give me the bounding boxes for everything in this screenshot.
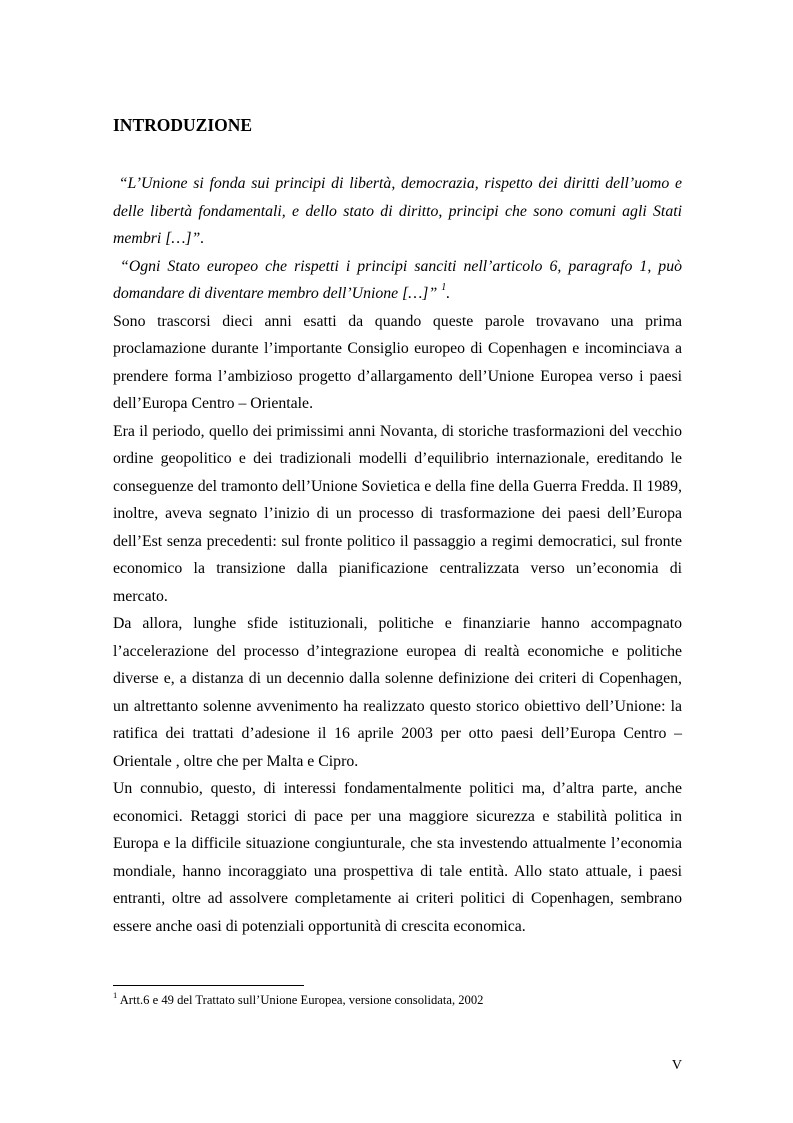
paragraph-2: Era il periodo, quello dei primissimi anni Novanta, di storiche trasformazioni del vecchio ordine geopolitico e dei tradizionali modelli d’equilibrio internazionale, ereditando le conseguenze del tramonto dell’Unione Sovietica e della fine della Guerra Fredda. Il 1989, inoltre, aveva segnato l’inizio di un processo di trasformazione dei paesi dell’Europa dell’Est senza precedenti: sul fronte politico il passaggio a regimi democratici, sul fronte economico la transizione dalla pianificazione centralizzata verso un’economia di mercato. xyxy=(113,422,682,605)
quote-paragraph-2 xyxy=(113,253,682,308)
quote-text-1: “L’Unione si fonda sui principi di libertà, democrazia, rispetto dei diritti dell’uomo e delle libertà fondamentali, e dello stato di diritto, principi che sono comuni agli Stati membri […]”. xyxy=(113,175,682,247)
paragraph-3: Da allora, lunghe sfide istituzionali, politiche e finanziarie hanno accompagnato l’accelerazione del processo d’integrazione europea di realtà economiche e politiche diverse e, a distanza di un decennio dalla solenne definizione dei criteri di Copenhagen, un altrettanto solenne avvenimento ha realizzato questo storico obiettivo dell’Unione: la ratifica dei trattati d’adesione il 16 aprile 2003 per otto paesi dell’Europa Centro – Orientale , oltre che per Malta e Cipro. xyxy=(113,615,682,770)
footnote xyxy=(113,989,484,1008)
page-number: V xyxy=(671,1058,682,1073)
footnote-reference: 1 xyxy=(441,281,447,293)
footnote-text: Artt.6 e 49 del Trattato sull’Unione Europea, versione consolidata, 2002 xyxy=(117,993,484,1007)
paragraph-1: Sono trascorsi dieci anni esatti da quando queste parole trovavano una prima proclamazione durante l’importante Consiglio europeo di Copenhagen e incominciava a prendere forma l’ambizioso progetto d’allargamento dell’Unione Europea verso i paesi dell’Europa Centro – Orientale. xyxy=(113,312,682,412)
quote-text-2: “Ogni Stato europeo che rispetti i principi sanciti nell’articolo 6, paragrafo 1, può domandare di diventare membro dell’Unione […]” xyxy=(113,257,682,302)
section-heading: INTRODUZIONE xyxy=(113,115,253,135)
paragraph-4: Un connubio, questo, di interessi fondamentalmente politici ma, d’altra parte, anche economici. Retaggi storici di pace per una maggiore sicurezza e stabilità politica in Europa e la difficile situazione congiunturale, che sta investendo attualmente l’economia mondiale, hanno incoraggiato una prospettiva di tale entità. Allo stato attuale, i paesi entranti, oltre ad assolvere completamente ai criteri politici di Copenhagen, sembrano essere anche oasi di potenziali opportunità di crescita economica. xyxy=(113,780,682,935)
body-text xyxy=(113,170,682,940)
footnote-marker: 1 xyxy=(113,989,118,1000)
footnote-separator xyxy=(113,985,304,986)
quote-end-punctuation: . xyxy=(446,285,451,302)
quote-paragraph-1 xyxy=(113,170,682,253)
